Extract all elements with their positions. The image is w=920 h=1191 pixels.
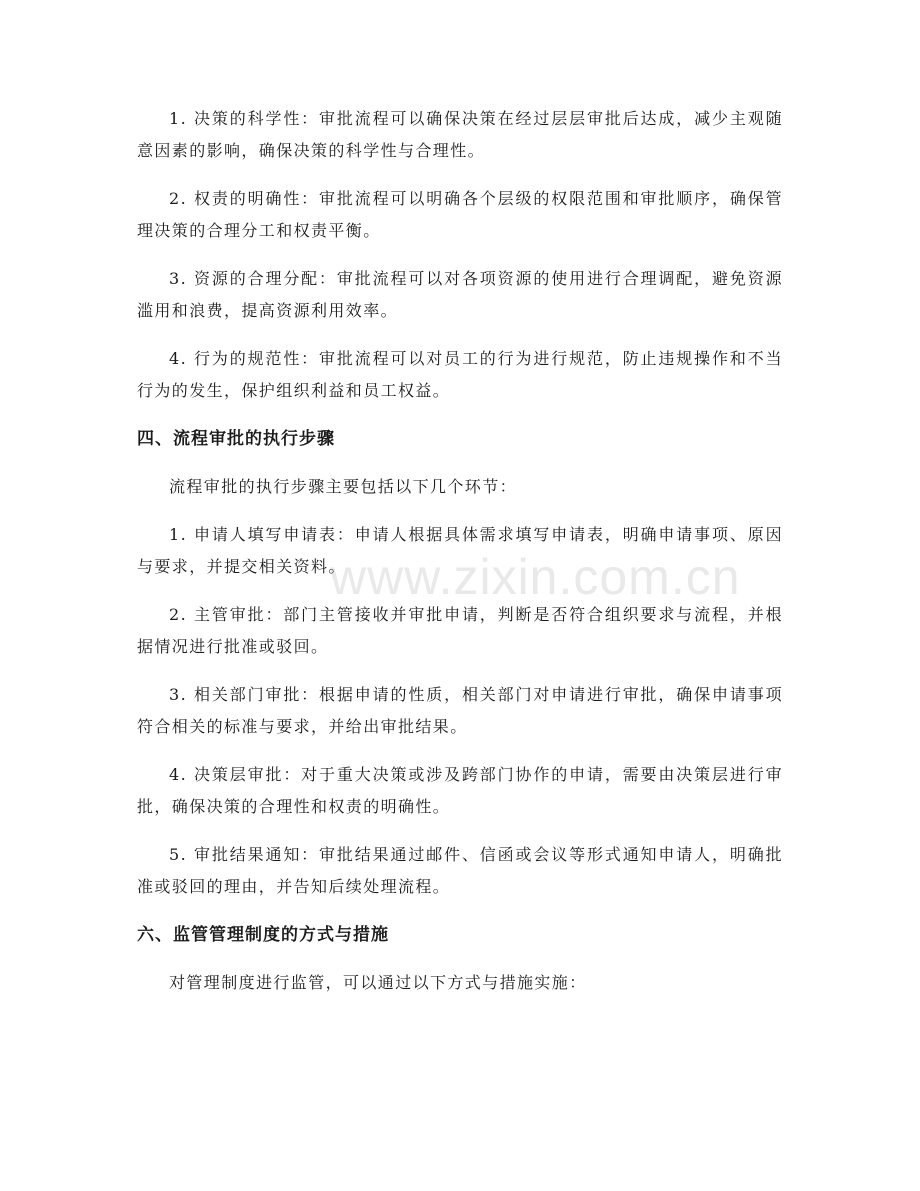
paragraph-step-department: 3. 相关部门审批：根据申请的性质，相关部门对申请进行审批，确保申请事项符合相关的标准与要求，并给出审批结果。 <box>137 685 783 736</box>
section-heading-supervision: 六、监管管理制度的方式与措施 <box>137 925 389 945</box>
paragraph-step-supervisor: 2. 主管审批：部门主管接收并审批申请，判断是否符合组织要求与流程，并根据情况进行批准或驳回。 <box>137 605 783 656</box>
paragraph-supervision-intro: 对管理制度进行监管，可以通过以下方式与措施实施： <box>169 973 587 992</box>
document-body <box>137 103 783 1015</box>
paragraph-step-application: 1. 申请人填写申请表：申请人根据具体需求填写申请表，明确申请事项、原因与要求，并提交相关资料。 <box>137 525 783 576</box>
paragraph-behavior-standard: 4. 行为的规范性：审批流程可以对员工的行为进行规范，防止违规操作和不当行为的发生，保护组织利益和员工权益。 <box>137 349 783 400</box>
paragraph-decision-science: 1. 决策的科学性：审批流程可以确保决策在经过层层审批后达成，减少主观随意因素的影响，确保决策的科学性与合理性。 <box>137 109 783 160</box>
paragraph-step-notification: 5. 审批结果通知：审批结果通过邮件、信函或会议等形式通知申请人，明确批准或驳回的理由，并告知后续处理流程。 <box>137 845 783 896</box>
paragraph-steps-intro: 流程审批的执行步骤主要包括以下几个环节： <box>169 477 518 496</box>
paragraph-resource-allocation: 3. 资源的合理分配：审批流程可以对各项资源的使用进行合理调配，避免资源滥用和浪费，提高资源利用效率。 <box>137 269 783 320</box>
watermark-text: www.zixin.com.cn <box>330 549 741 605</box>
paragraph-step-decision-layer: 4. 决策层审批：对于重大决策或涉及跨部门协作的申请，需要由决策层进行审批，确保决策的合理性和权责的明确性。 <box>137 765 783 816</box>
section-heading-approval-steps: 四、流程审批的执行步骤 <box>137 429 335 449</box>
paragraph-responsibility-clarity: 2. 权责的明确性：审批流程可以明确各个层级的权限范围和审批顺序，确保管理决策的合理分工和权责平衡。 <box>137 189 783 240</box>
